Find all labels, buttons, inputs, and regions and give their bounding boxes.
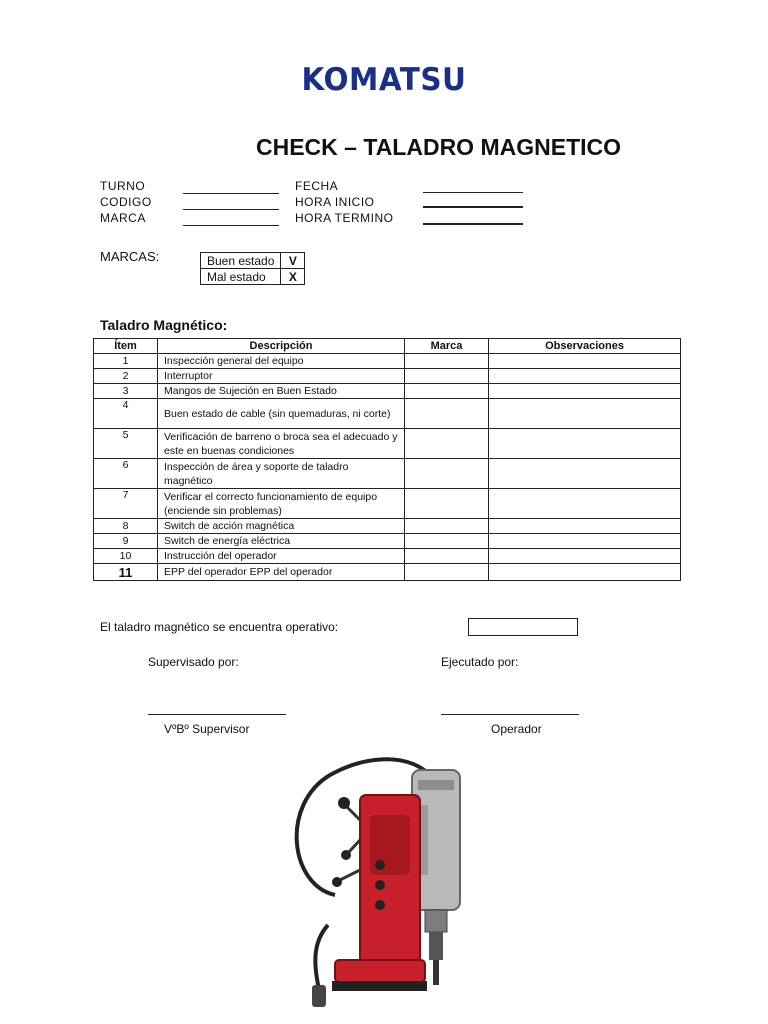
- executed-by-label: Ejecutado por:: [441, 655, 519, 669]
- table-header-row: [94, 339, 681, 354]
- operative-answer-box[interactable]: [468, 618, 578, 636]
- observation-cell[interactable]: [489, 369, 681, 384]
- turno-label: TURNO: [100, 179, 146, 193]
- item-number: 8: [94, 519, 158, 534]
- table-row: [94, 549, 681, 564]
- mark-cell[interactable]: [405, 564, 489, 581]
- mark-cell[interactable]: [405, 549, 489, 564]
- section-title: Taladro Magnético:: [100, 317, 228, 333]
- item-number: 10: [94, 549, 158, 564]
- mark-cell[interactable]: [405, 534, 489, 549]
- mark-cell[interactable]: [405, 459, 489, 489]
- legend-text: Buen estado: [201, 253, 281, 269]
- observation-cell[interactable]: [489, 459, 681, 489]
- operative-question: El taladro magnético se encuentra operativo:: [100, 620, 339, 634]
- table-row: [94, 564, 681, 581]
- item-description: Instrucción del operador: [158, 549, 405, 564]
- komatsu-logo: KOMATSU: [301, 62, 467, 98]
- codigo-field[interactable]: [183, 209, 279, 210]
- table-row: [94, 489, 681, 519]
- table-row: [94, 534, 681, 549]
- legend-row: [201, 253, 305, 269]
- legend-text: Mal estado: [201, 269, 281, 285]
- item-description: Verificar el correcto funcionamiento de equipo (enciende sin problemas): [158, 489, 405, 519]
- item-number: 3: [94, 384, 158, 399]
- observation-cell[interactable]: [489, 489, 681, 519]
- operator-signature-line[interactable]: [441, 714, 579, 715]
- mark-cell[interactable]: [405, 354, 489, 369]
- table-row: [94, 369, 681, 384]
- observation-cell[interactable]: [489, 519, 681, 534]
- item-number: 4: [94, 399, 158, 429]
- item-description: EPP del operador EPP del operador: [158, 564, 405, 581]
- item-description: Inspección general del equipo: [158, 354, 405, 369]
- header-mark: Marca: [405, 339, 489, 354]
- legend-row: [201, 269, 305, 285]
- table-row: [94, 384, 681, 399]
- mark-cell[interactable]: [405, 369, 489, 384]
- hora-inicio-label: HORA INICIO: [295, 195, 375, 209]
- item-description: Interruptor: [158, 369, 405, 384]
- observation-cell[interactable]: [489, 429, 681, 459]
- item-number: 11: [94, 564, 158, 581]
- marca-label: MARCA: [100, 211, 146, 225]
- item-description: Switch de energía eléctrica: [158, 534, 405, 549]
- table-row: [94, 519, 681, 534]
- item-number: 1: [94, 354, 158, 369]
- hora-inicio-field[interactable]: [423, 206, 523, 208]
- legend-mark: V: [281, 253, 305, 269]
- magnetic-drill-image: [240, 745, 510, 1010]
- item-number: 2: [94, 369, 158, 384]
- item-description: Switch de acción magnética: [158, 519, 405, 534]
- page-title: CHECK – TALADRO MAGNETICO: [256, 134, 622, 160]
- checklist-table: [93, 338, 681, 581]
- observation-cell[interactable]: [489, 399, 681, 429]
- hora-termino-field[interactable]: [423, 223, 523, 225]
- table-row: [94, 399, 681, 429]
- operator-label: Operador: [491, 722, 542, 736]
- hora-termino-label: HORA TERMINO: [295, 211, 394, 225]
- observation-cell[interactable]: [489, 534, 681, 549]
- marca-field[interactable]: [183, 225, 279, 226]
- item-number: 9: [94, 534, 158, 549]
- observation-cell[interactable]: [489, 384, 681, 399]
- item-description: Inspección de área y soporte de taladro magnético: [158, 459, 405, 489]
- table-row: [94, 429, 681, 459]
- header-item: Ítem: [94, 339, 158, 354]
- marcas-label: MARCAS:: [100, 249, 160, 264]
- legend-mark: X: [281, 269, 305, 285]
- supervisor-label: VºBº Supervisor: [164, 722, 250, 736]
- mark-cell[interactable]: [405, 489, 489, 519]
- item-number: 7: [94, 489, 158, 519]
- mark-cell[interactable]: [405, 519, 489, 534]
- fecha-label: FECHA: [295, 179, 339, 193]
- supervised-by-label: Supervisado por:: [148, 655, 239, 669]
- item-description: Buen estado de cable (sin quemaduras, ni corte): [158, 399, 405, 429]
- codigo-label: CODIGO: [100, 195, 152, 209]
- item-number: 5: [94, 429, 158, 459]
- item-description: Verificación de barreno o broca sea el adecuado y este en buenas condiciones: [158, 429, 405, 459]
- observation-cell[interactable]: [489, 564, 681, 581]
- supervisor-signature-line[interactable]: [148, 714, 286, 715]
- mark-cell[interactable]: [405, 429, 489, 459]
- mark-cell[interactable]: [405, 399, 489, 429]
- mark-cell[interactable]: [405, 384, 489, 399]
- item-description: Mangos de Sujeción en Buen Estado: [158, 384, 405, 399]
- item-number: 6: [94, 459, 158, 489]
- header-description: Descripción: [158, 339, 405, 354]
- header-observations: Observaciones: [489, 339, 681, 354]
- observation-cell[interactable]: [489, 549, 681, 564]
- observation-cell[interactable]: [489, 354, 681, 369]
- turno-field[interactable]: [183, 193, 279, 194]
- table-row: [94, 354, 681, 369]
- legend-table: [200, 252, 305, 285]
- table-row: [94, 459, 681, 489]
- fecha-field[interactable]: [423, 192, 523, 193]
